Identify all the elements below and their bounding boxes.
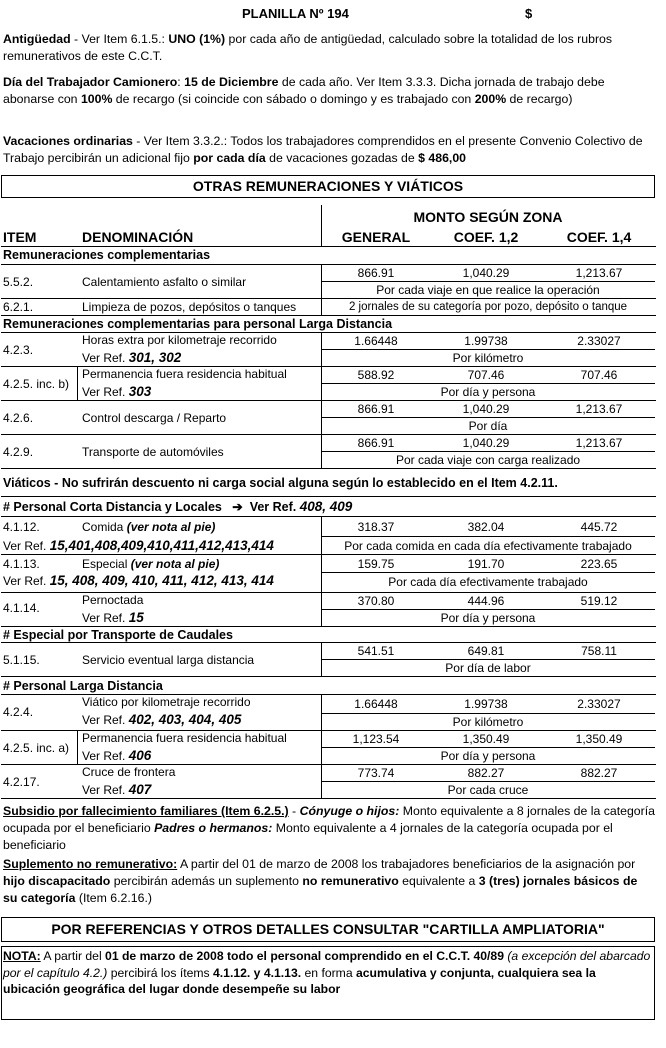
subsidio-padres: Padres o hermanos: — [154, 821, 273, 835]
subsidio-label: Subsidio por fallecimiento familiares (Item 6.2.5.) — [3, 804, 289, 818]
ref-number: 402 — [128, 712, 152, 727]
ref-number: 406 — [128, 748, 152, 763]
row-general: 159.75 — [357, 557, 395, 571]
row-note: Por cada viaje en que realice la operación — [376, 283, 600, 297]
row-c14: 1,350.49 — [575, 732, 623, 746]
row-name: Transporte de automóviles — [82, 445, 224, 459]
row-c14: 223.65 — [580, 557, 618, 571]
row-item: 4.2.4. — [3, 705, 34, 719]
nota-text-3: percibirá los ítems — [107, 965, 214, 980]
nota-italic: (a excepción del abarcado por el capítulo 4.2.) — [3, 949, 651, 980]
page-title: PLANILLA Nº 194 — [242, 6, 349, 21]
row-c14: 2.33027 — [577, 697, 621, 711]
dia-trabajador-text-2: de cada año. Ver Item 3.3.3. Dicha jornada de trabajo debe abonarse con — [3, 75, 605, 106]
row-note: Por día y persona — [440, 611, 536, 625]
row-item: 4.1.14. — [3, 601, 40, 615]
nota-text: A partir del — [40, 949, 106, 963]
row-name-text: Especial — [82, 557, 128, 571]
vacaciones-text: - Ver Item 3.3.2.: Todos los trabajadores comprendidos en el presente Convenio Colectivo de Trabajo percibirán un adicional fijo — [3, 134, 643, 165]
ref-separator: , — [151, 350, 159, 365]
row-item: 4.2.9. — [3, 445, 34, 459]
row-item: 4.2.3. — [3, 343, 34, 357]
row-general: 588.92 — [357, 368, 395, 382]
suplemento-noremun: no remunerativo — [302, 874, 399, 888]
subsidio-text-2: Monto equivalente a 4 jornales de la categoría ocupada por el beneficiario — [3, 821, 613, 852]
referencias-text: POR REFERENCIAS Y OTROS DETALLES CONSULTAR "CARTILLA AMPLIATORIA" — [51, 921, 605, 937]
row-c12: 1,040.29 — [462, 402, 510, 416]
row-name: Horas extra por kilometraje recorrido — [82, 333, 277, 347]
antiguedad-value: UNO (1%) — [168, 32, 226, 46]
group-rem-comp: Remuneraciones complementarias — [3, 248, 211, 262]
denominacion-header: DENOMINACIÓN — [82, 229, 194, 245]
nota-text-2: todo el personal comprendido en el C.C.T. 40/89 — [223, 949, 508, 963]
row-item: 5.5.2. — [3, 275, 34, 289]
vacaciones-text-2: de vacaciones gozadas de — [265, 151, 419, 165]
vacaciones-amount: $ 486,00 — [418, 151, 467, 165]
row-c12: 444.96 — [467, 594, 505, 608]
row-c14: 758.11 — [581, 644, 617, 658]
ref-number: 302 — [158, 350, 182, 365]
nota-acum: acumulativa y conjunta, cualquiera sea la ubicación geográfica del lugar donde desempeñe su labor — [3, 965, 596, 996]
currency-symbol: $ — [525, 6, 533, 21]
row-general: 1.66448 — [354, 697, 398, 711]
row-note: Por día y persona — [440, 749, 536, 763]
row-name: Viático por kilometraje recorrido — [82, 695, 251, 709]
row-item: 6.2.1. — [3, 300, 34, 314]
antiguedad-label: Antigüedad — [3, 32, 71, 46]
row-ref — [82, 712, 241, 727]
ref-separator: , — [151, 712, 159, 727]
suplemento-text: A partir del 01 de marzo de 2008 los trabajadores beneficiarios de la asignación por — [177, 857, 636, 871]
dia-trabajador-text-4: de recargo) — [506, 92, 573, 106]
row-general: 773.74 — [357, 766, 395, 780]
row-note: Por cada comida en cada día efectivamente trabajado — [344, 539, 632, 553]
row-general: 370.80 — [357, 594, 395, 608]
row-item: 4.2.6. — [3, 411, 34, 425]
ref-number: 15 — [128, 610, 144, 625]
group-rem-comp-ld: Remuneraciones complementarias para personal Larga Distancia — [3, 317, 393, 331]
row-note: Por kilómetro — [452, 715, 524, 729]
row-name: Cruce de frontera — [82, 765, 176, 779]
group-caudales: # Especial por Transporte de Caudales — [3, 628, 233, 642]
row-c12: 382.04 — [467, 520, 505, 534]
row-c12: 707.46 — [467, 368, 505, 382]
row-item: 4.1.13. — [3, 557, 40, 571]
ref-prefix: Ver Ref. — [82, 385, 129, 399]
row-c12: 649.81 — [467, 644, 505, 658]
row-item: 4.1.12. — [3, 520, 40, 534]
row-c14: 445.72 — [580, 520, 618, 534]
ref-prefix: Ver Ref. — [82, 783, 129, 797]
row-c14: 1,213.67 — [575, 402, 623, 416]
row-name — [82, 557, 219, 571]
row-general: 1.66448 — [354, 334, 398, 348]
row-name: Calentamiento asfalto o similar — [82, 275, 247, 289]
row-note: Por cada viaje con carga realizado — [395, 453, 581, 467]
row-c14: 1,213.67 — [575, 436, 623, 450]
dia-trabajador-text-3: de recargo (si coincide con sábado o domingo y es trabajado con — [112, 92, 475, 106]
general-header: GENERAL — [341, 229, 411, 245]
row-c12: 1,040.29 — [462, 436, 510, 450]
row-general: 541.51 — [357, 644, 395, 658]
row-name: Permanencia fuera residencia habitual — [82, 731, 287, 745]
row-general: 866.91 — [357, 436, 395, 450]
suplemento-tres: 3 (tres) jornales básicos de su categoría — [3, 874, 638, 905]
nota-items: 4.1.12. y 4.1.13. — [213, 965, 302, 980]
row-item: 5.1.15. — [3, 653, 40, 667]
corta-ref: 409 — [329, 499, 353, 514]
nota-date: 01 de marzo de 2008 — [105, 949, 224, 963]
recargo-100: 100% — [80, 92, 113, 106]
suplemento-paragraph — [3, 856, 655, 907]
suplemento-hijo: hijo discapacitado — [3, 874, 111, 888]
corta-label: # Personal Corta Distancia y Locales — [3, 500, 222, 514]
ref-number: 15,401,408,409,410,411,412,413,414 — [49, 538, 274, 553]
antiguedad-text: - Ver Item 6.1.5.: — [70, 32, 169, 46]
row-note: Por día — [468, 419, 508, 433]
row-name: Limpieza de pozos, depósitos o tanques — [82, 300, 297, 314]
row-c12: 1.99738 — [464, 334, 508, 348]
arrow-right-icon: ➔ — [232, 500, 243, 514]
row-ref — [3, 538, 274, 553]
row-item: 4.2.17. — [3, 775, 40, 789]
row-name-note: (ver nota al pie) — [126, 520, 216, 534]
row-c14: 1,213.67 — [575, 266, 623, 280]
antiguedad-text-2: por cada año de antigüedad, calculado sobre la totalidad de los rubros remunerativos de este C.C.T. — [3, 32, 613, 63]
row-c14: 2.33027 — [577, 334, 621, 348]
ref-number: 403 — [158, 712, 182, 727]
row-note: Por kilómetro — [452, 351, 524, 365]
vacaciones-bold: por cada día — [193, 151, 266, 165]
row-c12: 1,040.29 — [462, 266, 510, 280]
dia-trabajador-paragraph — [3, 74, 655, 108]
coef12-header: COEF. 1,2 — [453, 229, 519, 245]
row-general: 318.37 — [357, 520, 395, 534]
ref-prefix: Ver Ref. — [82, 749, 129, 763]
row-name — [82, 520, 215, 534]
ref-separator: , — [181, 712, 189, 727]
row-note: Por cada día efectivamente trabajado — [388, 575, 588, 589]
subsidio-conyuge: Cónyuge o hijos: — [299, 804, 400, 818]
ref-prefix: Ver Ref. — [3, 539, 50, 553]
row-c14: 519.12 — [580, 594, 618, 608]
section-title: OTRAS REMUNERACIONES Y VIÁTICOS — [192, 178, 464, 194]
suplemento-label: Suplemento no remunerativo: — [3, 857, 178, 871]
group-corta — [3, 499, 352, 514]
ref-prefix: Ver Ref. — [82, 713, 129, 727]
row-ref — [82, 384, 151, 399]
row-item: 4.2.5. inc. a) — [3, 741, 70, 755]
suplemento-text-4: (Item 6.2.16.) — [75, 891, 152, 905]
nota-text-4: en forma — [301, 965, 356, 980]
row-item: 4.2.5. inc. b) — [3, 377, 70, 391]
ref-number: 405 — [218, 712, 242, 727]
viaticos-label: Viáticos - No sufrirán descuento ni carga social alguna según lo establecido en el Item 4.2.11. — [3, 476, 558, 490]
corta-ref-separator: , — [322, 499, 330, 514]
ref-prefix: Ver Ref. — [82, 351, 129, 365]
row-note: Por cada cruce — [447, 783, 529, 797]
subsidio-text: Monto equivalente a 8 jornales de la categoría ocupada por el beneficiario — [3, 804, 655, 835]
item-header: ITEM — [3, 229, 37, 245]
row-general: 866.91 — [357, 266, 395, 280]
row-note: Por día de labor — [445, 661, 531, 675]
row-name-note: (ver nota al pie) — [130, 557, 220, 571]
row-c12: 1.99738 — [464, 697, 508, 711]
coef14-header: COEF. 1,4 — [566, 229, 632, 245]
antiguedad-paragraph — [3, 31, 655, 65]
row-general: 866.91 — [357, 402, 395, 416]
recargo-200: 200% — [474, 92, 507, 106]
row-name: Permanencia fuera residencia habitual — [82, 367, 287, 381]
ref-prefix: Ver Ref. — [82, 611, 129, 625]
group-larga: # Personal Larga Distancia — [3, 679, 163, 693]
row-note: 2 jornales de su categoría por pozo, depósito o tanque — [348, 301, 628, 313]
row-c12: 1,350.49 — [462, 732, 510, 746]
row-ref — [82, 350, 181, 365]
ref-number: 407 — [128, 782, 152, 797]
row-name-text: Comida — [82, 520, 124, 534]
row-c12: 191.70 — [467, 557, 505, 571]
row-note: Por día y persona — [440, 385, 536, 399]
row-c14: 882.27 — [580, 766, 618, 780]
suplemento-text-2: percibirán además un suplemento — [110, 874, 303, 888]
row-ref — [82, 748, 151, 763]
dia-trabajador-text: : — [177, 75, 185, 89]
nota-label: NOTA: — [3, 949, 41, 963]
row-c14: 707.46 — [580, 368, 618, 382]
ref-number: 303 — [128, 384, 152, 399]
row-ref — [3, 573, 274, 588]
corta-ref: 408 — [299, 499, 323, 514]
row-c12: 882.27 — [467, 766, 505, 780]
row-name: Pernoctada — [82, 593, 144, 607]
row-ref — [82, 610, 144, 625]
vacaciones-paragraph — [3, 133, 655, 167]
dia-trabajador-label: Día del Trabajador Camionero — [3, 75, 178, 89]
row-ref — [82, 782, 151, 797]
ref-separator: , — [211, 712, 219, 727]
subsidio-sep: - — [288, 804, 300, 818]
corta-ref-prefix: Ver Ref. — [249, 500, 300, 514]
dia-trabajador-date: 15 de Diciembre — [184, 75, 279, 89]
ref-number: 15, 408, 409, 410, 411, 412, 413, 414 — [49, 573, 274, 588]
row-name: Servicio eventual larga distancia — [82, 653, 255, 667]
row-name: Control descarga / Reparto — [82, 411, 227, 425]
suplemento-text-3: equivalente a — [398, 874, 479, 888]
monto-header: MONTO SEGÚN ZONA — [413, 209, 563, 225]
vacaciones-label: Vacaciones ordinarias — [3, 134, 133, 148]
row-general: 1,123.54 — [352, 732, 400, 746]
nota-paragraph — [3, 948, 651, 998]
ref-number: 301 — [128, 350, 152, 365]
ref-number: 404 — [188, 712, 212, 727]
ref-prefix: Ver Ref. — [3, 574, 50, 588]
subsidio-paragraph — [3, 803, 655, 854]
